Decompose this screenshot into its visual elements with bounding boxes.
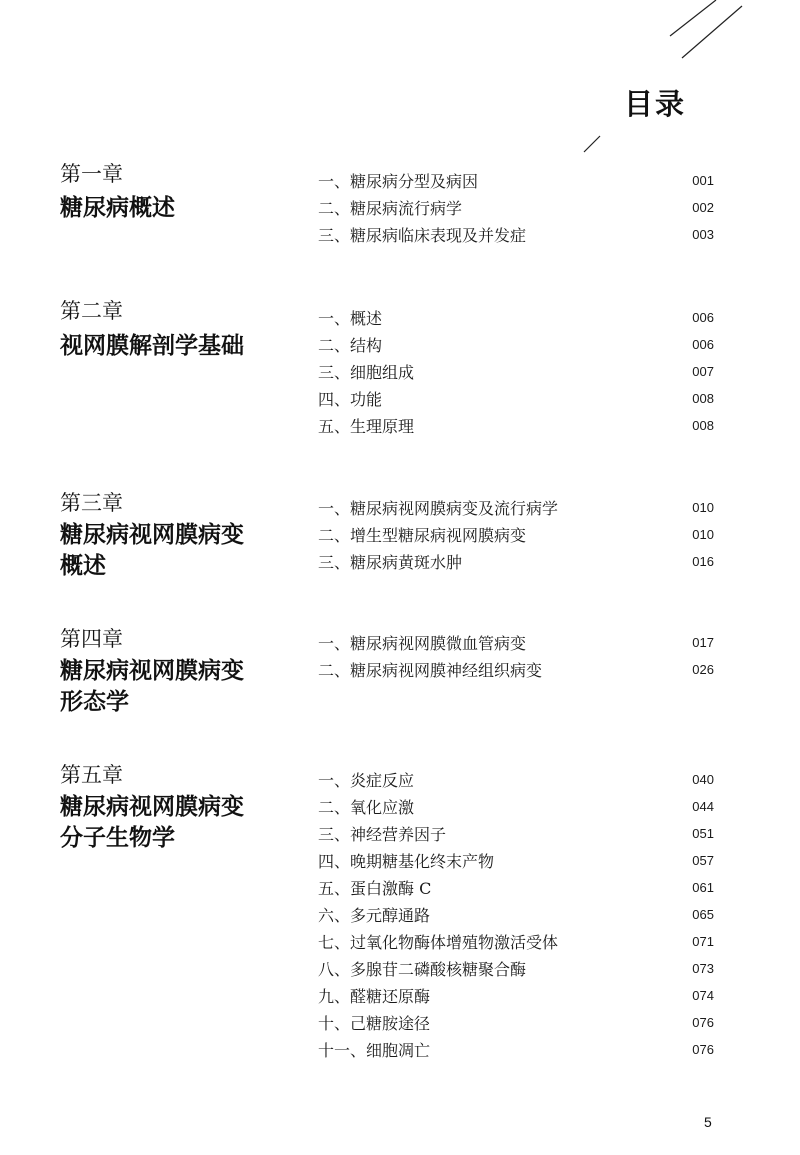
chapter-name-line: 糖尿病概述 — [60, 195, 175, 221]
toc-entry[interactable] — [318, 221, 714, 248]
toc-entry[interactable] — [318, 1009, 714, 1036]
toc-entry-title: 七、过氧化物酶体增殖物激活受体 — [318, 933, 559, 952]
toc-entry-page: 010 — [692, 500, 714, 515]
toc-entry[interactable] — [318, 766, 714, 793]
toc-entry-title: 五、蛋白激酶 C — [318, 879, 432, 898]
toc-entry-title: 九、醛糖还原酶 — [318, 987, 431, 1006]
toc-entry[interactable] — [318, 656, 714, 683]
toc-entry-title: 一、糖尿病分型及病因 — [318, 172, 479, 191]
toc-entry-title: 五、生理原理 — [318, 417, 415, 436]
toc-entry-title: 六、多元醇通路 — [318, 906, 431, 925]
toc-entry-page: 071 — [692, 934, 714, 949]
toc-entry[interactable] — [318, 331, 714, 358]
toc-entry-title: 四、晚期糖基化终末产物 — [318, 852, 495, 871]
chapter-name — [60, 520, 244, 582]
toc-entry-title: 一、炎症反应 — [318, 771, 415, 790]
chapter-name — [60, 656, 244, 718]
toc-entry[interactable] — [318, 982, 714, 1009]
toc-entry-title: 二、氧化应激 — [318, 798, 415, 817]
toc-entry-page: 010 — [692, 527, 714, 542]
chapter-name — [60, 792, 244, 854]
toc-entry-title: 十、己糖胺途径 — [318, 1014, 431, 1033]
chapter-name-line: 糖尿病视网膜病变 — [60, 522, 244, 548]
toc-entry-title: 二、糖尿病视网膜神经组织病变 — [318, 661, 543, 680]
chapter-name — [60, 331, 244, 362]
toc-entry-page: 057 — [692, 853, 714, 868]
chapter-name-line: 糖尿病视网膜病变 — [60, 658, 244, 684]
toc-entry[interactable] — [318, 793, 714, 820]
toc-entry-title: 八、多腺苷二磷酸核糖聚合酶 — [318, 960, 527, 979]
chapter-label: 第五章 — [60, 763, 123, 787]
toc-entry-page: 044 — [692, 799, 714, 814]
toc-entry-title: 二、糖尿病流行病学 — [318, 199, 463, 218]
page-number: 5 — [704, 1114, 712, 1130]
chapter-label: 第一章 — [60, 162, 123, 186]
chapter-label: 第二章 — [60, 299, 123, 323]
toc-entry-page: 073 — [692, 961, 714, 976]
toc-entry-page: 001 — [692, 173, 714, 188]
toc-entry[interactable] — [318, 874, 714, 901]
toc-entry-page: 007 — [692, 364, 714, 379]
toc-entry-title: 一、概述 — [318, 309, 383, 328]
toc-entry-title: 四、功能 — [318, 390, 383, 409]
toc-entry[interactable] — [318, 847, 714, 874]
toc-entry-page: 076 — [692, 1042, 714, 1057]
chapter-label: 第四章 — [60, 627, 123, 651]
toc-entry[interactable] — [318, 412, 714, 439]
toc-entry[interactable] — [318, 629, 714, 656]
toc-entry-page: 017 — [692, 635, 714, 650]
toc-entry[interactable] — [318, 521, 714, 548]
toc-entry-title: 三、细胞组成 — [318, 363, 415, 382]
chapter-name-line: 概述 — [60, 553, 106, 579]
toc-entry-page: 008 — [692, 391, 714, 406]
chapter-name-line: 视网膜解剖学基础 — [60, 333, 244, 359]
toc-entry-page: 006 — [692, 310, 714, 325]
toc-entry[interactable] — [318, 820, 714, 847]
toc-entry-page: 016 — [692, 554, 714, 569]
toc-entry[interactable] — [318, 167, 714, 194]
toc-entry-title: 二、结构 — [318, 336, 383, 355]
toc-entry-page: 003 — [692, 227, 714, 242]
toc-entry-page: 065 — [692, 907, 714, 922]
chapter-name-line: 分子生物学 — [60, 825, 175, 851]
toc-entry[interactable] — [318, 494, 714, 521]
toc-entry[interactable] — [318, 194, 714, 221]
toc-entry-title: 二、增生型糖尿病视网膜病变 — [318, 526, 527, 545]
toc-entry[interactable] — [318, 548, 714, 575]
toc-entry[interactable] — [318, 928, 714, 955]
toc-entry-page: 040 — [692, 772, 714, 787]
chapter-name-line: 糖尿病视网膜病变 — [60, 794, 244, 820]
page-title: 目录 — [624, 87, 687, 121]
toc-entry-page: 061 — [692, 880, 714, 895]
chapter-name-line: 形态学 — [60, 689, 129, 715]
chapter-name — [60, 193, 175, 224]
toc-entry-title: 十一、细胞凋亡 — [318, 1041, 431, 1060]
toc-entry-title: 一、糖尿病视网膜微血管病变 — [318, 634, 527, 653]
toc-entry-page: 074 — [692, 988, 714, 1003]
chapter-label: 第三章 — [60, 491, 123, 515]
toc-entry-page: 051 — [692, 826, 714, 841]
toc-entry[interactable] — [318, 955, 714, 982]
toc-entry[interactable] — [318, 1036, 714, 1063]
toc-entry-page: 006 — [692, 337, 714, 352]
toc-entry-title: 三、神经营养因子 — [318, 825, 447, 844]
toc-entry[interactable] — [318, 385, 714, 412]
toc-entry[interactable] — [318, 901, 714, 928]
toc-entry-title: 三、糖尿病黄斑水肿 — [318, 553, 463, 572]
toc-entry-page: 002 — [692, 200, 714, 215]
toc-entry-page: 008 — [692, 418, 714, 433]
toc-entry-title: 三、糖尿病临床表现及并发症 — [318, 226, 527, 245]
toc-entry-title: 一、糖尿病视网膜病变及流行病学 — [318, 499, 559, 518]
toc-entry-page: 026 — [692, 662, 714, 677]
toc-entry-page: 076 — [692, 1015, 714, 1030]
toc-entry[interactable] — [318, 304, 714, 331]
toc-entry[interactable] — [318, 358, 714, 385]
